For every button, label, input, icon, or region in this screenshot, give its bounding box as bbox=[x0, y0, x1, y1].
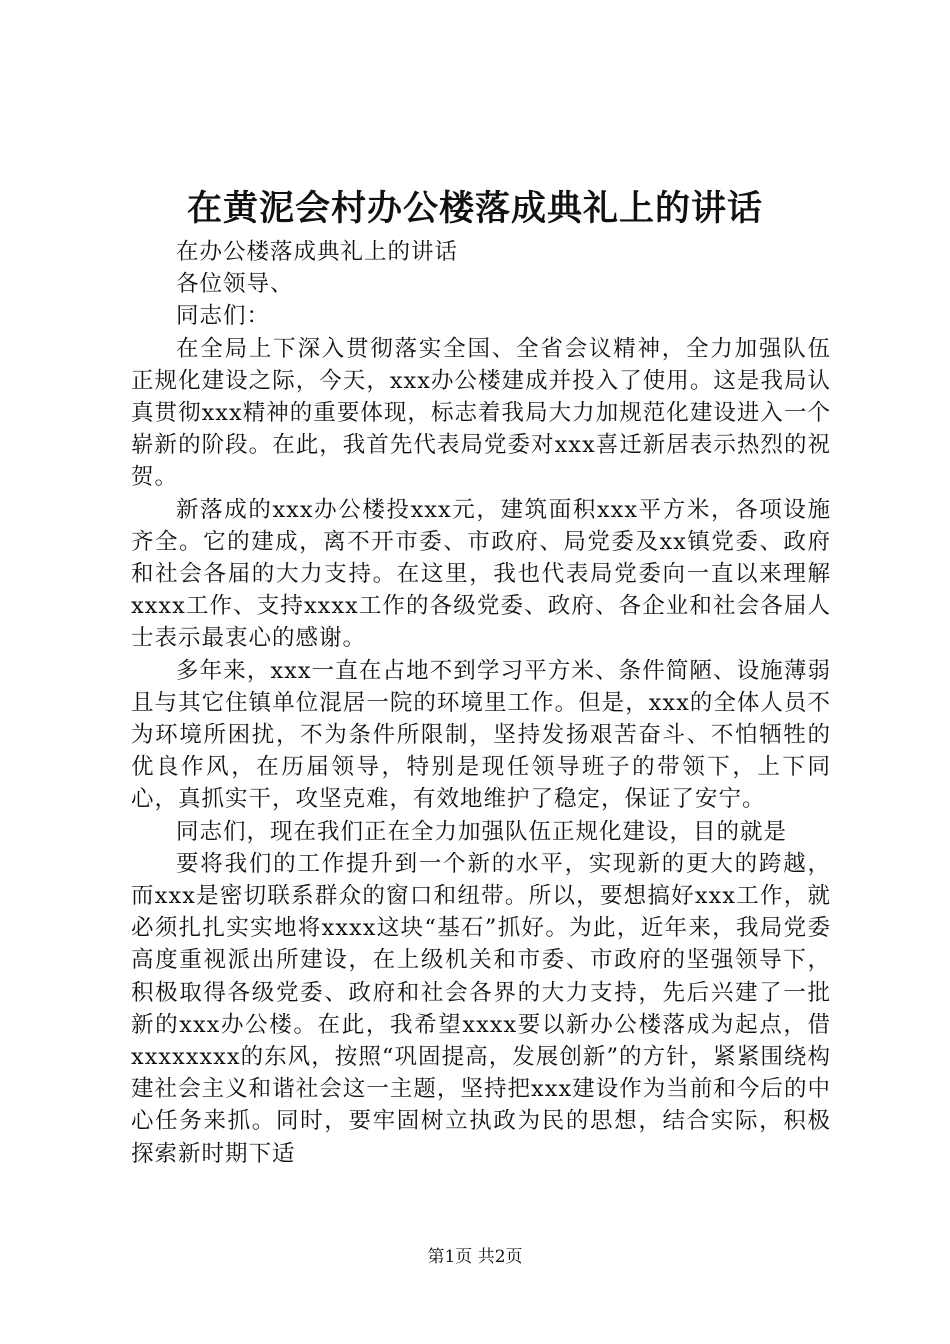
body-paragraph: 要将我们的工作提升到一个新的水平，实现新的更大的跨越，而xxx是密切联系群众的窗口和纽带。所以，要想搞好xxx工作，就必须扎扎实实地将xxxx这块“基石”抓好。为此，近年来，我局党委高度重视派出所建设，在上级机关和市委、市政府的坚强领导下，积极取得各级党委、政府和社会各界的大力支持，先后兴建了一批新的xxx办公楼。在此，我希望xxxx要以新办公楼落成为起点，借xxxxxxxx的东风，按照“巩固提高，发展创新”的方针，紧紧围绕构建社会主义和谐社会这一主题，坚持把xxx建设作为当前和今后的中心任务来抓。同时，要牢固树立执政为民的思想，结合实际，积极探索新时期下适 bbox=[131, 850, 831, 1167]
body-paragraph: 多年来，xxx一直在占地不到学习平方米、条件简陋、设施薄弱且与其它住镇单位混居一院的环境里工作。但是，xxx的全体人员不为环境所困扰，不为条件所限制，坚持发扬艰苦奋斗、不怕牺牲的优良作风，在历届领导，特别是现任领导班子的带领下，上下同心，真抓实干，攻坚克难，有效地维护了稳定，保证了安宁。 bbox=[131, 657, 831, 813]
page-footer: 第1页 共2页 bbox=[427, 1247, 523, 1267]
body-paragraph: 新落成的xxx办公楼投xxx元，建筑面积xxx平方米，各项设施齐全。它的建成，离不开市委、市政府、局党委及xx镇党委、政府和社会各届的大力支持。在这里，我也代表局党委向一直以来理解xxxx工作、支持xxxx工作的各级党委、政府、各企业和社会各届人士表示最衷心的感谢。 bbox=[131, 496, 831, 652]
salutation-comrades: 同志们： bbox=[176, 303, 271, 330]
body-paragraph: 同志们，现在我们正在全力加强队伍正规化建设，目的就是 bbox=[176, 818, 788, 845]
salutation-leaders: 各位领导、 bbox=[176, 271, 294, 298]
subtitle-line: 在办公楼落成典礼上的讲话 bbox=[176, 239, 459, 265]
body-paragraph: 在全局上下深入贯彻落实全国、全省会议精神，全力加强队伍正规化建设之际，今天，xxx办公楼建成并投入了使用。这是我局认真贯彻xxx精神的重要体现，标志着我局大力加规范化建设进入一个崭新的阶段。在此，我首先代表局党委对xxx喜迁新居表示热烈的祝贺。 bbox=[131, 335, 831, 491]
document-title: 在黄泥会村办公楼落成典礼上的讲话 bbox=[186, 188, 763, 229]
document-body bbox=[131, 236, 831, 1170]
